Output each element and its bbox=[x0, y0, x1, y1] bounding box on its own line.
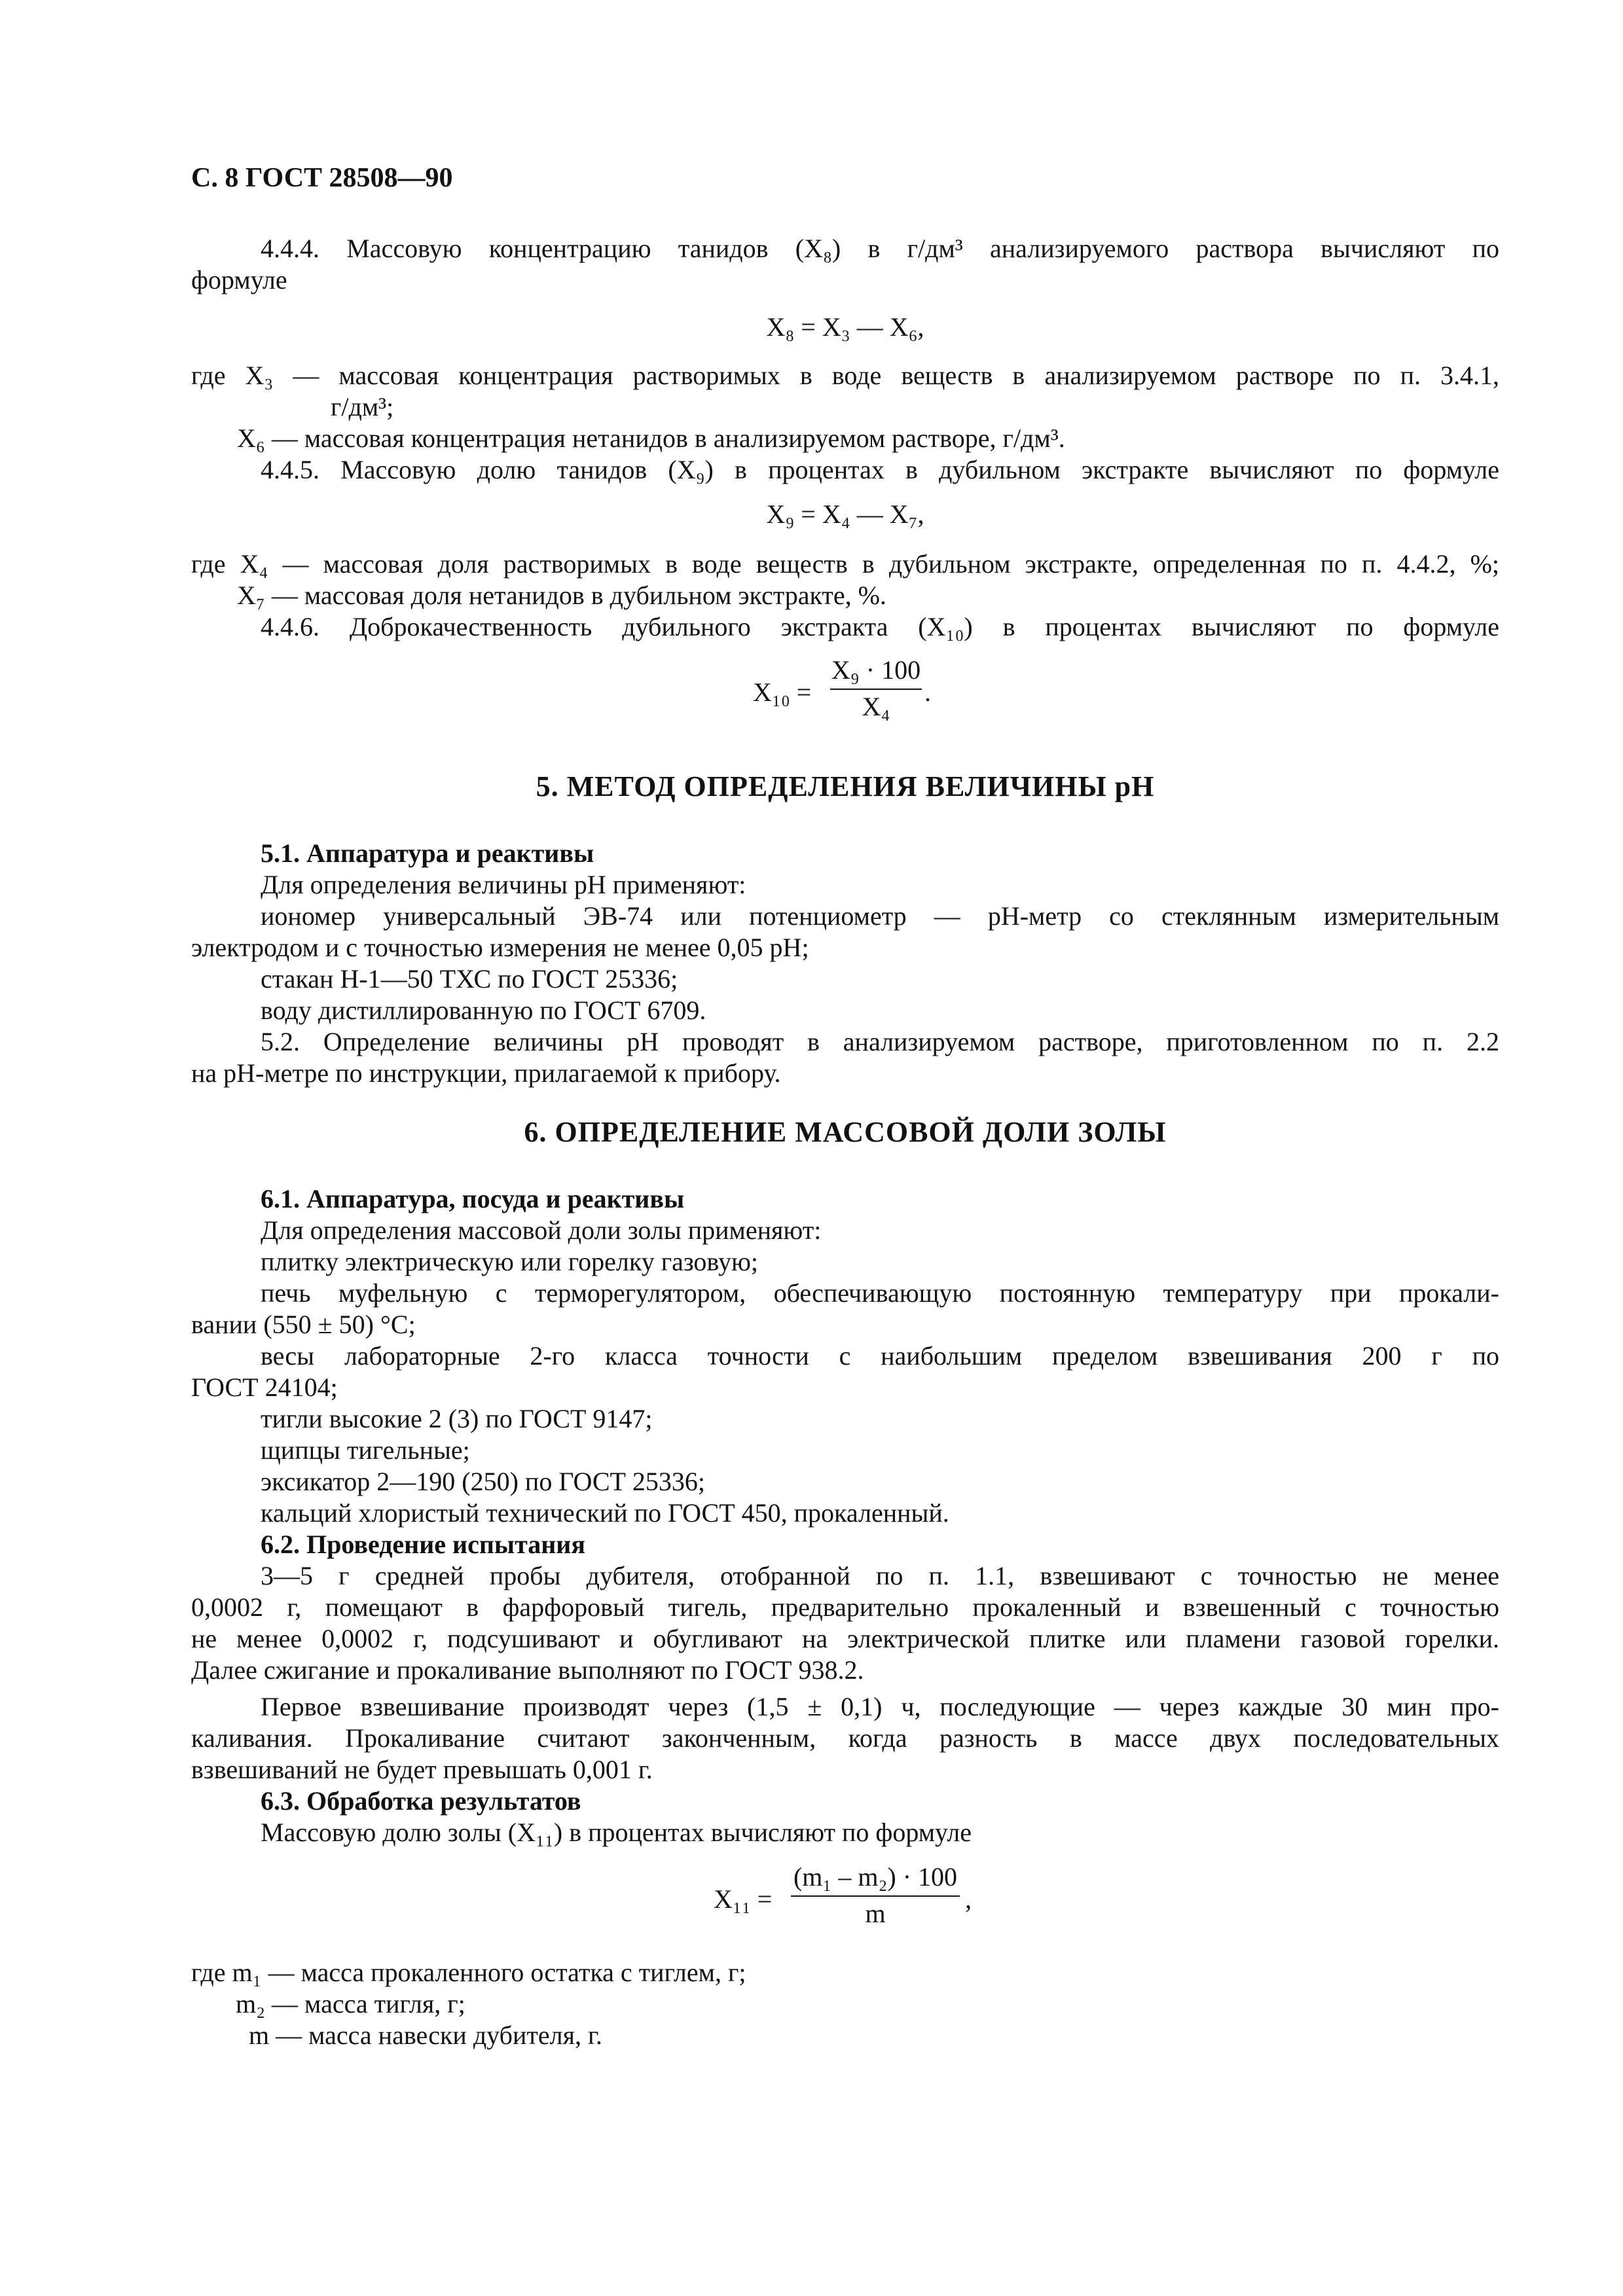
text-line: кальций хлористый технический по ГОСТ 450, прокаленный. bbox=[261, 1498, 949, 1528]
formula-x10 bbox=[753, 655, 936, 726]
text-line: Массовую долю золы (X₁₁) в процентах вычисляют по формуле bbox=[261, 1818, 972, 1847]
text-line: иономер универсальный ЭВ-74 или потенциометр — pH-метр со стеклянным измерительным bbox=[261, 901, 1499, 931]
text-line: воду дистиллированную по ГОСТ 6709. bbox=[261, 996, 706, 1025]
where-x4: где X₄ — массовая доля растворимых в воде веществ в дубильном экстракте, определенная по п. 4.4.2, %; bbox=[191, 549, 1499, 579]
where-m2: m₂ — масса тигля, г; bbox=[236, 1989, 465, 2018]
formula-x10-denominator: X₄ bbox=[862, 692, 890, 721]
where-x3-unit: г/дм³; bbox=[331, 392, 394, 422]
formula-x11-lhs: X₁₁ = bbox=[714, 1884, 773, 1914]
text-line: ГОСТ 24104; bbox=[191, 1372, 338, 1402]
text-line: плитку электрическую или горелку газовую; bbox=[261, 1247, 758, 1276]
subsection-5-1-title: 5.1. Аппаратура и реактивы bbox=[261, 838, 594, 868]
text-line: Первое взвешивание производят через (1,5 ± 0,1) ч, последующие — через каждые 30 мин про- bbox=[261, 1692, 1499, 1721]
where-m1: где m₁ — масса прокаленного остатка с тиглем, г; bbox=[191, 1958, 746, 1987]
clause-4-4-6: 4.4.6. Доброкачественность дубильного экстракта (X₁₀) в процентах вычисляют по формуле bbox=[261, 612, 1499, 641]
text-line: Далее сжигание и прокаливание выполняют по ГОСТ 938.2. bbox=[191, 1655, 864, 1685]
where-x6: X₆ — массовая концентрация нетанидов в анализируемом растворе, г/дм³. bbox=[237, 423, 1065, 453]
formula-x11-end: , bbox=[965, 1884, 972, 1914]
text-line: электродом и с точностью измерения не менее 0,05 pH; bbox=[191, 933, 809, 962]
text-line: эксикатор 2—190 (250) по ГОСТ 25336; bbox=[261, 1467, 706, 1496]
formula-x8: X₈ = X₃ — X₆, bbox=[766, 312, 924, 342]
text-line: каливания. Прокаливание считают законченным, когда разность в массе двух последовательных bbox=[191, 1723, 1499, 1753]
clause-4-4-4-cont: формуле bbox=[191, 265, 287, 295]
text-line: Для определения величины pH применяют: bbox=[261, 870, 746, 899]
where-m: m — масса навески дубителя, г. bbox=[249, 2020, 602, 2050]
fraction-bar bbox=[791, 1895, 960, 1897]
formula-x10-end: . bbox=[924, 677, 931, 707]
formula-x10-lhs: X₁₀ = bbox=[753, 677, 812, 707]
formula-x9: X₉ = X₄ — X₇, bbox=[766, 499, 924, 529]
page-header: С. 8 ГОСТ 28508—90 bbox=[191, 163, 453, 193]
formula-x11-denominator: m bbox=[865, 1899, 886, 1928]
text-line: Для определения массовой доли золы применяют: bbox=[261, 1215, 822, 1245]
clause-5-2-cont: на pH-метре по инструкции, прилагаемой к прибору. bbox=[191, 1058, 781, 1088]
text-line: весы лабораторные 2-го класса точности с наибольшим пределом взвешивания 200 г по bbox=[261, 1341, 1499, 1371]
text-line: взвешиваний не будет превышать 0,001 г. bbox=[191, 1755, 653, 1784]
where-x7: X₇ — массовая доля нетанидов в дубильном экстракте, %. bbox=[237, 581, 886, 610]
text-line: 3—5 г средней пробы дубителя, отобранной по п. 1.1, взвешивают с точностью не менее bbox=[261, 1561, 1499, 1590]
subsection-6-1-title: 6.1. Аппаратура, посуда и реактивы bbox=[261, 1184, 685, 1213]
clause-5-2: 5.2. Определение величины pH проводят в анализируемом растворе, приготовленном по п. 2.2 bbox=[261, 1027, 1499, 1056]
formula-x11-numerator: (m₁ – m₂) · 100 bbox=[793, 1862, 958, 1892]
clause-4-4-4: 4.4.4. Массовую концентрацию танидов (X₈) в г/дм³ анализируемого раствора вычисляют по bbox=[261, 234, 1499, 263]
formula-x10-numerator: X₉ · 100 bbox=[831, 655, 921, 685]
text-line: тигли высокие 2 (3) по ГОСТ 9147; bbox=[261, 1404, 653, 1433]
section-6-heading: 6. ОПРЕДЕЛЕНИЕ МАССОВОЙ ДОЛИ ЗОЛЫ bbox=[524, 1116, 1167, 1148]
text-line: не менее 0,0002 г, подсушивают и обугливают на электрической плитке или пламени газовой горелки. bbox=[191, 1624, 1499, 1653]
fraction-bar bbox=[830, 689, 922, 690]
subsection-6-2-title: 6.2. Проведение испытания bbox=[261, 1530, 585, 1559]
clause-4-4-5: 4.4.5. Массовую долю танидов (X₉) в процентах в дубильном экстракте вычисляют по формуле bbox=[261, 455, 1499, 484]
where-x3: где X₃ — массовая концентрация растворимых в воде веществ в анализируемом растворе по п. 3.4.1, bbox=[191, 361, 1499, 390]
subsection-6-3-title: 6.3. Обработка результатов bbox=[261, 1786, 581, 1816]
section-5-heading: 5. МЕТОД ОПРЕДЕЛЕНИЯ ВЕЛИЧИНЫ pH bbox=[536, 770, 1155, 802]
text-line: 0,0002 г, помещают в фарфоровый тигель, предварительно прокаленный и взвешенный с точностью bbox=[191, 1592, 1499, 1622]
text-line: стакан Н-1—50 ТХС по ГОСТ 25336; bbox=[261, 964, 678, 994]
text-line: печь муфельную с терморегулятором, обеспечивающую постоянную температуру при прокали- bbox=[261, 1278, 1499, 1308]
text-line: вании (550 ± 50) °С; bbox=[191, 1310, 416, 1339]
formula-x11 bbox=[714, 1861, 989, 1933]
text-line: щипцы тигельные; bbox=[261, 1435, 470, 1465]
